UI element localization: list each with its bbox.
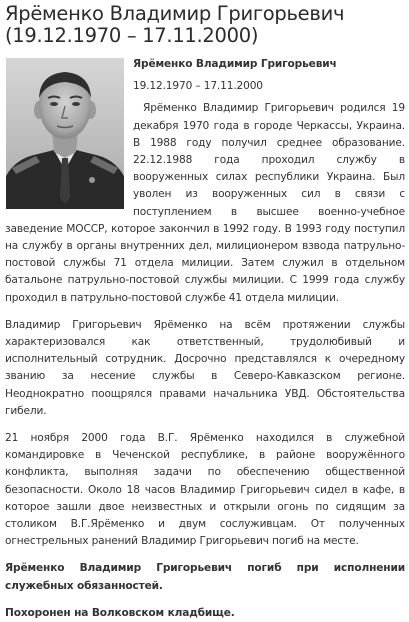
portrait-photo <box>6 58 124 209</box>
bio-paragraph-2: Владимир Григорьевич Ярёменко на всём протяжении службы характеризовался как ответственный, трудолюбивый и исполнительный сотрудник. Досрочно представлялся к очередному званию за несение службы в Северо-Кавказском регионе. Неоднократно поощрялся правами начальника УВД. Обстоятельства гибели. <box>5 318 405 417</box>
bio-paragraph-3: 21 ноября 2000 года В.Г. Ярёменко находился в служебной командировке в Чеченской республике, в районе вооружённого конфликта, выполняя задачи по обеспечению общественной безопасности. Около 18 часов Владимир Григорьевич сидел в кафе, в которое зашли двое неизвестных и открыли огонь по сидящим за столиком В.Г.Ярёменко и двум сослуживцам. От полученных огнестрельных ранений Владимир Григорьевич погиб на месте. <box>5 432 405 548</box>
bio-paragraph-1: Ярёменко Владимир Григорьевич родился 19 декабря 1970 года в городе Черкассы, Украина. В 1988 году получил среднее образование. 22.12.1988 года проходил службу в вооруженных силах республики Украина. Был уволен из вооруженных сил в связи с поступлением в высшее военно-учебное заведение МОССР, которое закончил в 1992 году. В 1993 году поступил на службу в органы внутренних дел, милиционером взвода патрульно-постовой службы 71 отдела милиции. Затем служил в отдельном батальоне патрульно-постовой службы милиции. С 1999 года службу проходил в патрульно-постовой службе 41 отдела милиции. <box>5 102 405 304</box>
bio-paragraph-5: Похоронен на Волковском кладбище. <box>5 606 235 619</box>
bio-paragraph-4: Ярёменко Владимир Григорьевич погиб при исполнении служебных обязанностей. <box>5 562 405 592</box>
portrait-photo-image <box>6 58 124 209</box>
article-body <box>5 56 405 622</box>
bio-name: Ярёменко Владимир Григорьевич <box>133 58 337 70</box>
bio-dates: 19.12.1970 – 17.11.2000 <box>133 80 263 93</box>
page-title: Ярёменко Владимир Григорьевич (19.12.1970 – 17.11.2000) <box>5 2 345 47</box>
